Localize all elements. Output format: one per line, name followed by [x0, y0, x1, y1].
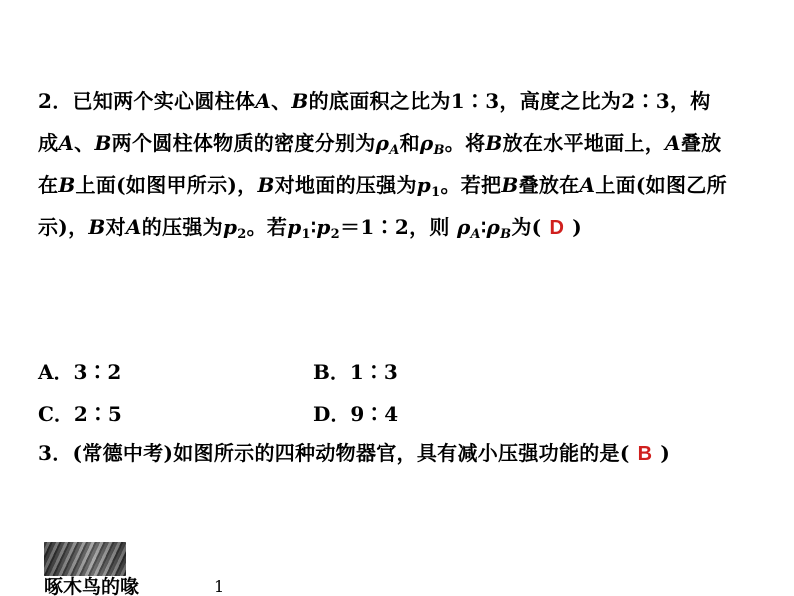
option-d[interactable]: D．9∶4	[313, 402, 399, 426]
woodpecker-image-shade	[44, 542, 126, 576]
q3-line: 3．(常德中考)如图所示的四种动物器官，具有减小压强功能的是( B )	[38, 438, 670, 469]
rho-symbol: ρ	[419, 131, 434, 155]
figure-caption: 啄木鸟的喙	[44, 576, 140, 596]
q2-answer: D	[549, 217, 565, 239]
q2-line-1: 2．已知两个实心圆柱体A、B的底面积之比为1∶3，高度之比为2∶3，构	[38, 89, 711, 113]
option-b[interactable]: B．1∶3	[313, 360, 398, 384]
q3-answer: B	[637, 443, 653, 465]
option-a[interactable]: A．3∶2	[38, 360, 122, 384]
q2-line-4: 示)，B对A的压强为$p_2$。若$p_1∶p_2=1∶2$，则 $\rho_A∶\rho_B$为( D )	[38, 215, 582, 242]
woodpecker-image	[44, 542, 126, 576]
q2-number: 2．	[38, 89, 73, 113]
rho-symbol: ρ	[456, 215, 471, 239]
q2-line-2: 成A、B两个圆柱体物质的密度分别为$\rho_A$和$\rho_B$。将B放在水平地面上，A叠放	[38, 131, 722, 158]
rho-symbol: ρ	[486, 215, 501, 239]
figure-mark: 1	[214, 577, 225, 596]
rho-symbol: ρ	[375, 131, 390, 155]
q2-line-3: 在B上面(如图甲所示)，B对地面的压强为$p_1$。若把B叠放在A上面(如图乙所	[38, 173, 727, 200]
option-c[interactable]: C．2∶5	[38, 402, 122, 426]
